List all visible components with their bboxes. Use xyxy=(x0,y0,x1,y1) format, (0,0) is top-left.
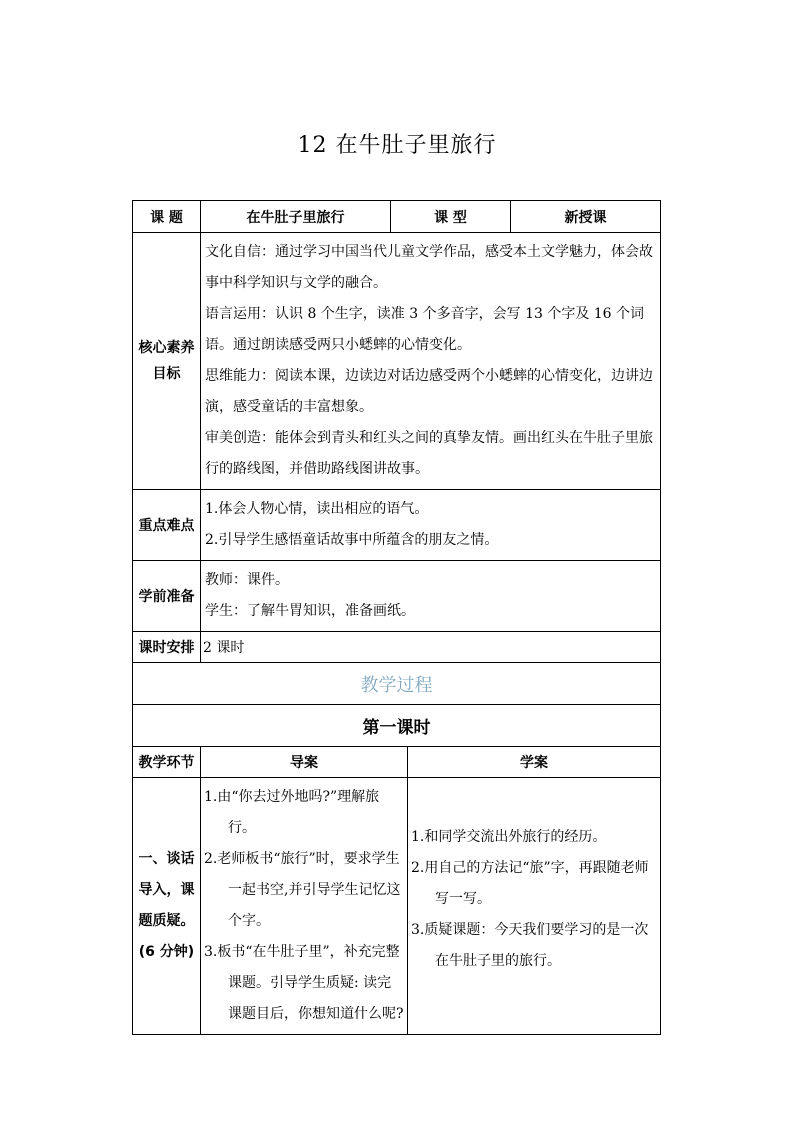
preparation-content xyxy=(201,561,661,632)
goals-label-line2: 目标 xyxy=(152,366,181,382)
type-value: 新授课 xyxy=(511,201,661,233)
key-point-item: 2.引导学生感悟童话故事中所蕴含的朋友之情。 xyxy=(205,532,499,548)
phase-guide xyxy=(201,778,408,1035)
topic-value: 在牛肚子里旅行 xyxy=(201,201,391,233)
page-title: 12 在牛肚子里旅行 xyxy=(297,133,497,158)
guide-item: 3.板书“在牛肚子里”，补充完整课题。引导学生质疑: 读完课题目后，你想知道什么呢? xyxy=(204,944,404,1022)
schedule-label: 课时安排 xyxy=(133,632,201,663)
goal-item: 思维能力：阅读本课，边读边对话边感受两个小蟋蟀的心情变化，边讲边演，感受童话的丰富想象。 xyxy=(205,368,653,415)
study-item: 1.和同学交流出外旅行的经历。 xyxy=(411,829,607,845)
column-guide: 导案 xyxy=(201,747,408,778)
preparation-label: 学前准备 xyxy=(133,561,201,632)
goal-item: 审美创造：能体会到青头和红头之间的真挚友情。画出红头在牛肚子里旅行的路线图，并借助路线图讲故事。 xyxy=(205,430,653,477)
guide-item: 2.老师板书“旅行”时，要求学生一起书空,并引导学生记忆这个字。 xyxy=(204,851,401,929)
column-study: 学案 xyxy=(408,747,661,778)
goal-item: 语言运用：认识 8 个生字，读准 3 个多音字，会写 13 个字及 16 个词语。通过朗读感受两只小蟋蟀的心情变化。 xyxy=(205,306,645,353)
guide-item: 1.由“你去过外地吗?”理解旅行。 xyxy=(204,789,380,836)
topic-label: 课 题 xyxy=(133,201,201,233)
key-points-label: 重点难点 xyxy=(133,490,201,561)
preparation-item: 学生：了解牛胃知识，准备画纸。 xyxy=(205,603,415,619)
phase-study xyxy=(408,778,661,1035)
type-label: 课 型 xyxy=(391,201,511,233)
key-point-item: 1.体会人物心情，读出相应的语气。 xyxy=(205,501,429,517)
key-points-content xyxy=(201,490,661,561)
study-item: 2.用自己的方法记“旅”字，再跟随老师写一写。 xyxy=(411,860,649,907)
phase-name: 一、谈话导入，课题质疑。(6 分钟) xyxy=(133,778,201,1035)
preparation-item: 教师：课件。 xyxy=(205,572,289,588)
process-header: 教学过程 xyxy=(133,663,661,705)
lesson-plan-table xyxy=(132,200,661,1035)
study-item: 3.质疑课题：今天我们要学习的是一次在牛肚子里的旅行。 xyxy=(411,922,649,969)
schedule-value: 2 课时 xyxy=(201,632,661,663)
goal-item: 文化自信：通过学习中国当代儿童文学作品，感受本土文学魅力，体会故事中科学知识与文学的融合。 xyxy=(205,244,653,291)
column-phase: 教学环节 xyxy=(133,747,201,778)
lesson-header: 第一课时 xyxy=(133,705,661,747)
goals-content xyxy=(201,233,661,490)
goals-label-line1: 核心素养 xyxy=(138,340,195,356)
goals-label xyxy=(133,233,201,490)
